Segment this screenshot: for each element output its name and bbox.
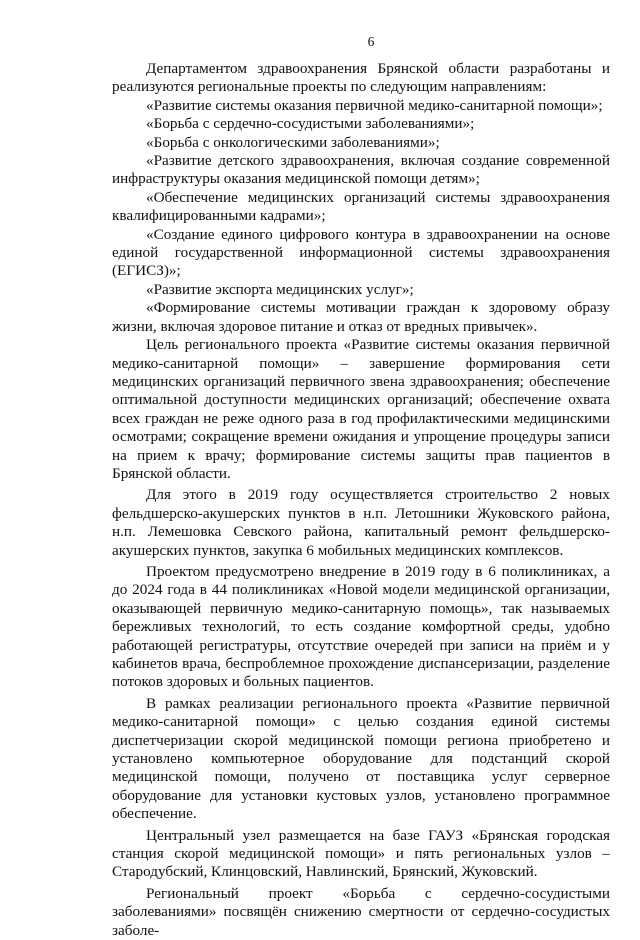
paragraph-central-node: Центральный узел размещается на базе ГАУЗ «Брянская городская станция скорой медицинской помощи» и пять региональных узлов – Стародубский, Клинцовский, Навлинский, Брянский, Жуковский. [112,826,610,881]
project-item-cardiovascular: «Борьба с сердечно-сосудистыми заболеваниями»; [146,115,475,133]
document-body [112,60,610,940]
page-number: 6 [367,34,375,49]
paragraph-cardiovascular: Региональный проект «Борьба с сердечно-сосудистыми заболеваниями» посвящён снижению смертности от сердечно-сосудистых заболе- [112,884,610,939]
project-item-oncology: «Борьба с онкологическими заболеваниями»; [146,133,440,151]
project-item-export: «Развитие экспорта медицинских услуг»; [146,280,414,298]
project-item-digital: «Создание единого цифрового контура в здравоохранении на основе единой государственной информационной системы здравоохранения (ЕГИСЗ)»; [112,225,610,280]
paragraph-construction: Для этого в 2019 году осуществляется строительство 2 новых фельдшерско-акушерских пунктов в н.п. Летошники Жуковского района, н.п. Лемешовка Севского района, капитальный ремонт фельдшерско-акушерских пунктов, закупка 6 мобильных медицинских комплексов. [112,486,610,559]
project-item-healthy-lifestyle: «Формирование системы мотивации граждан к здоровому образу жизни, включая здоровое питание и отказ от вредных привычек». [112,299,610,335]
project-item-child-health: «Развитие детского здравоохранения, включая создание современной инфраструктуры оказания медицинской помощи детям»; [112,152,610,188]
paragraph-primary-care-goal: Цель регионального проекта «Развитие системы оказания первичной медико-санитарной помощи» – завершение формирования сети медицинских организаций первичного звена здравоохранения; обеспечение оптимальной доступности медицинских организаций; обеспечение охвата всех граждан не реже одного раза в год профилактическими медицинскими осмотрами; сокращение времени ожидания и упрощение процедуры записи на прием к врачу; формирование системы защиты прав пациентов в Брянской области. [112,336,610,482]
paragraph-new-model: Проектом предусмотрено внедрение в 2019 году в 6 поликлиниках, а до 2024 года в 44 поликлиниках «Новой модели медицинской организации, оказывающей первичную медико-санитарную помощь», так называемых бережливых технологий, то есть создание комфортной среды, удобно работающей регистратуры, отсутствие очередей при записи на приём и у кабинетов врача, беспроблемное прохождение диспансеризации, разделение потоков здоровых и больных пациентов. [112,562,610,691]
paragraph-intro: Департаментом здравоохранения Брянской области разработаны и реализуются региональные проекты по следующим направлениям: [112,60,610,96]
project-item-staffing: «Обеспечение медицинских организаций системы здравоохранения квалифицированными кадрами»; [112,188,610,225]
paragraph-dispatch: В рамках реализации регионального проекта «Развитие первичной медико-санитарной помощи» с целью создания единой системы диспетчеризации скорой медицинской помощи региона приобретено и установлено компьютерное оборудование для подстанций скорой медицинской помощи, получено от поставщика услуг серверное оборудование для установки кустовых узлов, установлено программное обеспечение. [112,694,610,823]
project-item-primary-care: «Развитие системы оказания первичной медико-санитарной помощи»; [146,96,603,114]
